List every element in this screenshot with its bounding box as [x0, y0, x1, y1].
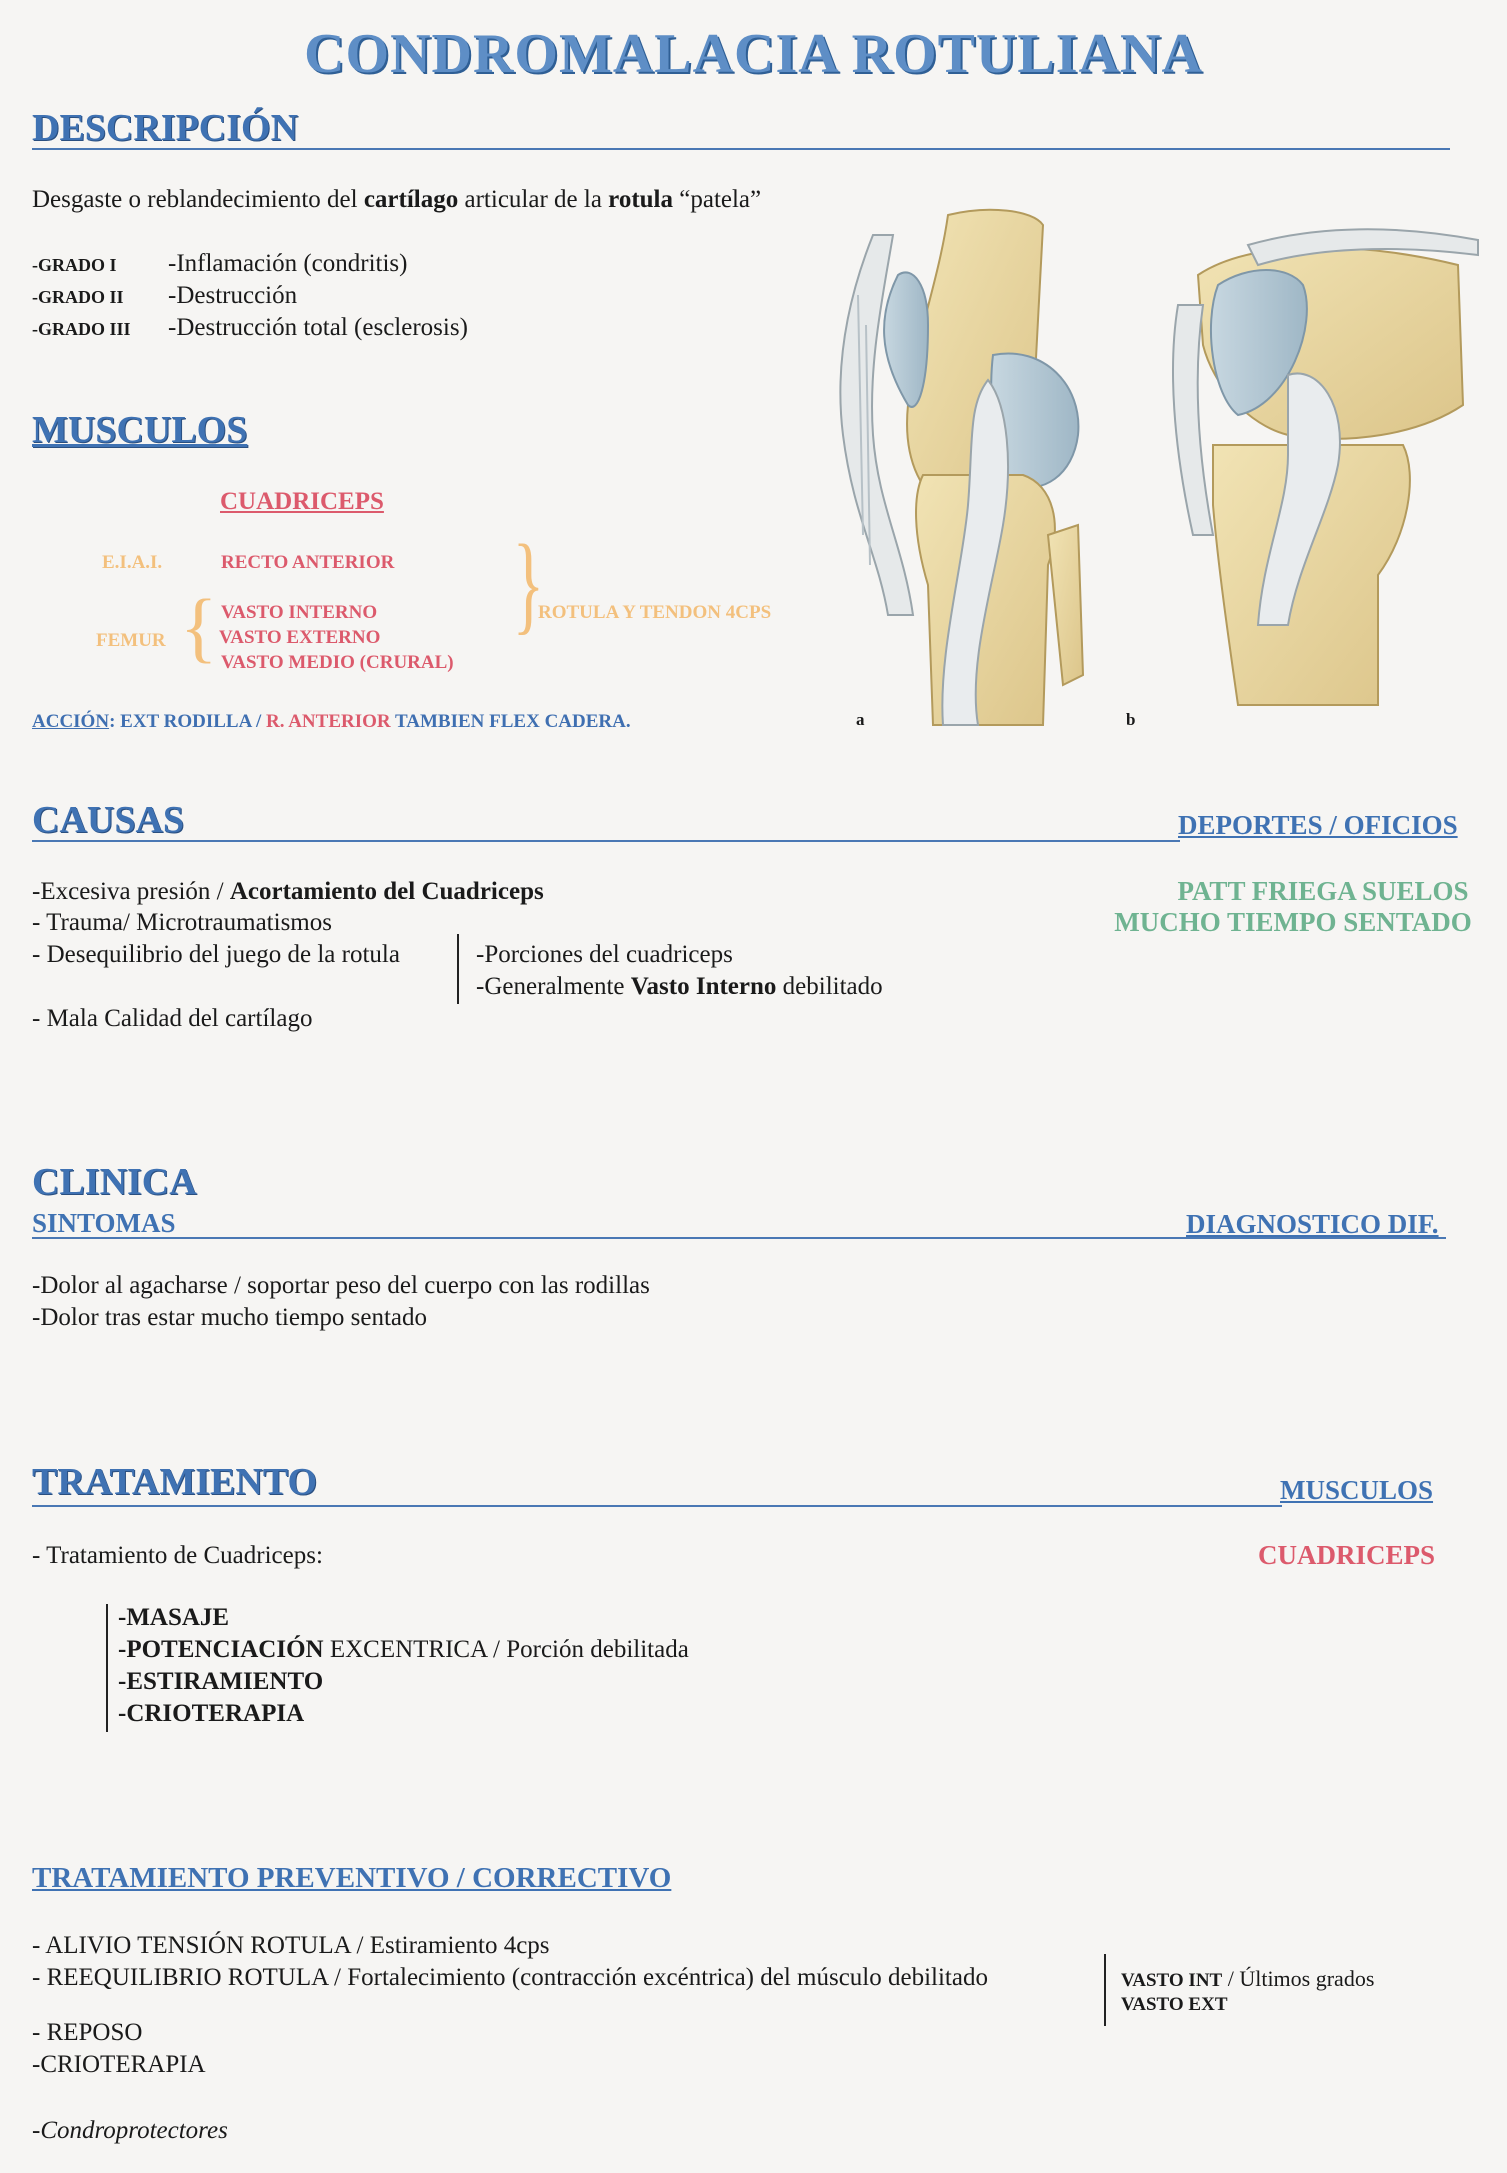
grados-list: [32, 250, 468, 346]
causas-heading: CAUSAS: [32, 799, 185, 841]
tratamiento-estiramiento: -ESTIRAMIENTO: [118, 1668, 324, 1695]
accion-line: ACCIÓN: EXT RODILLA / R. ANTERIOR TAMBIEN FLEX CADERA.: [32, 711, 631, 732]
cuadriceps-label: CUADRICEPS: [220, 488, 384, 515]
descripcion-text: Desgaste o reblandecimiento del cartílago articular de la rotula “patela”: [32, 186, 762, 213]
sintomas-heading: SINTOMAS: [32, 1208, 176, 1238]
tratamiento-divider: [106, 1604, 108, 1732]
page-title: CONDROMALACIA ROTULIANA: [304, 23, 1203, 85]
rotula-tendon-label: ROTULA Y TENDON 4CPS: [538, 602, 772, 623]
vasto-interno-label: VASTO INTERNO: [221, 602, 378, 623]
preventivo-3: - REPOSO: [32, 2019, 143, 2046]
preventivo-5: -Condroprotectores: [32, 2117, 228, 2144]
rotula-brace: {: [512, 522, 545, 644]
preventivo-1: - ALIVIO TENSIÓN ROTULA / Estiramiento 4cps: [32, 1932, 550, 1959]
deporte-item: PATT FRIEGA SUELOS: [1177, 876, 1469, 906]
tratamiento-potenciacion: -POTENCIACIÓN EXCENTRICA / Porción debilitada: [118, 1636, 689, 1663]
causa-3: - Desequilibrio del juego de la rotula: [32, 941, 400, 968]
grado-row: -GRADO I -Inflamación (condritis): [32, 250, 408, 277]
vasto-medio-label: VASTO MEDIO (CRURAL): [221, 652, 454, 673]
femur-label: FEMUR: [96, 630, 166, 651]
causa-3b: -Generalmente Vasto Interno debilitado: [476, 973, 883, 1000]
causa-3a: -Porciones del cuadriceps: [476, 941, 733, 968]
femur-brace: {: [180, 583, 218, 670]
figure-b-label: b: [1126, 710, 1136, 729]
knee-anatomy-figure: [818, 205, 1483, 735]
descripcion-heading: DESCRIPCIÓN: [32, 107, 299, 149]
tratamiento-masaje: -MASAJE: [118, 1604, 230, 1631]
sintoma-2: -Dolor tras estar mucho tiempo sentado: [32, 1304, 428, 1331]
figure-a-label: a: [856, 710, 865, 729]
descripcion-rule: [32, 148, 1450, 150]
causas-rule: [32, 840, 1180, 842]
causa-1: -Excesiva presión / Acortamiento del Cuadriceps: [32, 878, 544, 905]
preventivo-heading: TRATAMIENTO PREVENTIVO / CORRECTIVO: [32, 1862, 672, 1894]
clinica-heading: CLINICA: [32, 1161, 197, 1203]
tratamiento-cuadriceps: CUADRICEPS: [1258, 1540, 1436, 1570]
diagnostico-heading: DIAGNOSTICO DIF.: [1186, 1209, 1439, 1239]
causa-divider: [457, 934, 459, 1004]
grado-row: -GRADO II -Destrucción: [32, 282, 298, 309]
eiai-label: E.I.A.I.: [102, 552, 163, 573]
tratamiento-intro: - Tratamiento de Cuadriceps:: [32, 1542, 323, 1569]
tratamiento-heading: TRATAMIENTO: [32, 1461, 318, 1503]
tratamiento-musculos-heading: MUSCULOS: [1280, 1475, 1434, 1505]
knee-figure-a: [840, 210, 1083, 725]
tratamiento-rule: [32, 1505, 1282, 1507]
grado-row: -GRADO III -Destrucción total (esclerosis): [32, 314, 468, 341]
musculos-heading: MUSCULOS: [32, 409, 248, 451]
preventivo-4: -CRIOTERAPIA: [32, 2051, 206, 2078]
vasto-int-line: VASTO INT / Últimos grados: [1121, 1966, 1375, 1991]
deporte-item: MUCHO TIEMPO SENTADO: [1114, 907, 1472, 937]
recto-anterior-label: RECTO ANTERIOR: [221, 552, 395, 573]
knee-figure-b: [1173, 229, 1478, 705]
causa-4: - Mala Calidad del cartílago: [32, 1005, 313, 1032]
preventivo-divider: [1104, 1954, 1106, 2026]
tratamiento-crioterapia: -CRIOTERAPIA: [118, 1700, 305, 1727]
causa-2: - Trauma/ Microtraumatismos: [32, 909, 332, 936]
vasto-ext-line: VASTO EXT: [1121, 1994, 1228, 2015]
sintoma-1: -Dolor al agacharse / soportar peso del cuerpo con las rodillas: [32, 1272, 650, 1299]
preventivo-2: - REEQUILIBRIO ROTULA / Fortalecimiento (contracción excéntrica) del músculo debilitado: [32, 1964, 988, 1991]
deportes-heading: DEPORTES / OFICIOS: [1178, 810, 1458, 840]
vasto-externo-label: VASTO EXTERNO: [219, 627, 381, 648]
